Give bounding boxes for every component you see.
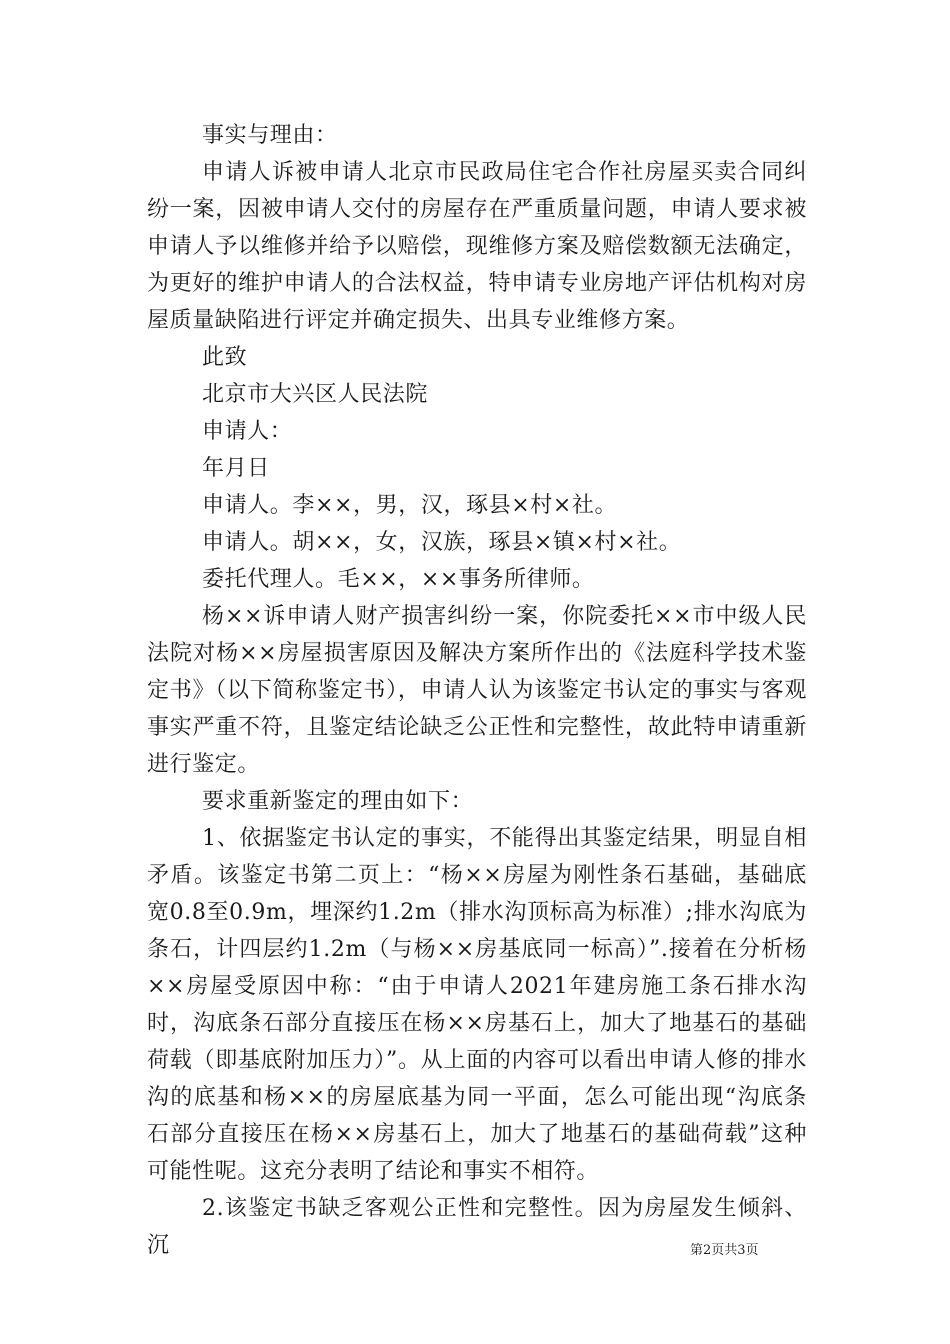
document-body (147, 117, 807, 1264)
page-number-footer: 第2页共3页 (690, 1243, 759, 1258)
paragraph-applicant-li: 申请人。李××，男，汉，琢县×村×社。 (202, 493, 618, 518)
paragraph-salutation: 此致 (202, 345, 248, 370)
paragraph-case-summary: 杨××诉申请人财产损害纠纷一案，你院委托××市中级人民法院对杨××房屋损害原因及解决方案所作出的《法庭科学技术鉴定书》（以下简称鉴定书），申请人认为该鉴定书认定的事实与客观事实严重不符，且鉴定结论缺乏公正性和完整性，故此特申请重新进行鉴定。 (147, 604, 807, 777)
paragraph-agent: 委托代理人。毛××，××事务所律师。 (202, 567, 595, 592)
paragraph-reasons-heading: 要求重新鉴定的理由如下： (202, 789, 474, 814)
paragraph-reason-1: 1、依据鉴定书认定的事实，不能得出其鉴定结果，明显自相矛盾。该鉴定书第二页上：“杨××房屋为刚性条石基础，基础底宽0.8至0.9m，埋深约1.2m（排水沟顶标高为标准）;排水沟底为条石，计四层约1.2m（与杨××房基底同一标高）”.接着在分析杨××房屋受原因中称：“由于申请人2021年建房施工条石排水沟时，沟底条石部分直接压在杨××房基石上，加大了地基石的基础荷载（即基底附加压力）”。从上面的内容可以看出申请人修的排水沟的底基和杨××的房屋底基为同一平面，怎么可能出现“沟底条石部分直接压在杨××房基石上，加大了地基石的基础荷载”这种可能性呢。这充分表明了结论和事实不相符。 (147, 826, 807, 1184)
paragraph-applicant-label: 申请人： (202, 419, 293, 444)
paragraph-applicant-hu: 申请人。胡××，女，汉族，琢县×镇×村×社。 (202, 530, 682, 555)
paragraph-court-name: 北京市大兴区人民法院 (202, 382, 429, 407)
paragraph-application: 申请人诉被申请人北京市民政局住宅合作社房屋买卖合同纠纷一案，因被申请人交付的房屋存在严重质量问题，申请人要求被申请人予以维修并给予以赔偿，现维修方案及赔偿数额无法确定，为更好的维护申请人的合法权益，特申请专业房地产评估机构对房屋质量缺陷进行评定并确定损失、出具专业维修方案。 (147, 160, 807, 333)
paragraph-heading-facts: 事实与理由： (202, 123, 338, 148)
paragraph-date-line: 年月日 (202, 456, 270, 481)
paragraph-reason-2: 2.该鉴定书缺乏客观公正性和完整性。因为房屋发生倾斜、沉 (147, 1196, 807, 1258)
